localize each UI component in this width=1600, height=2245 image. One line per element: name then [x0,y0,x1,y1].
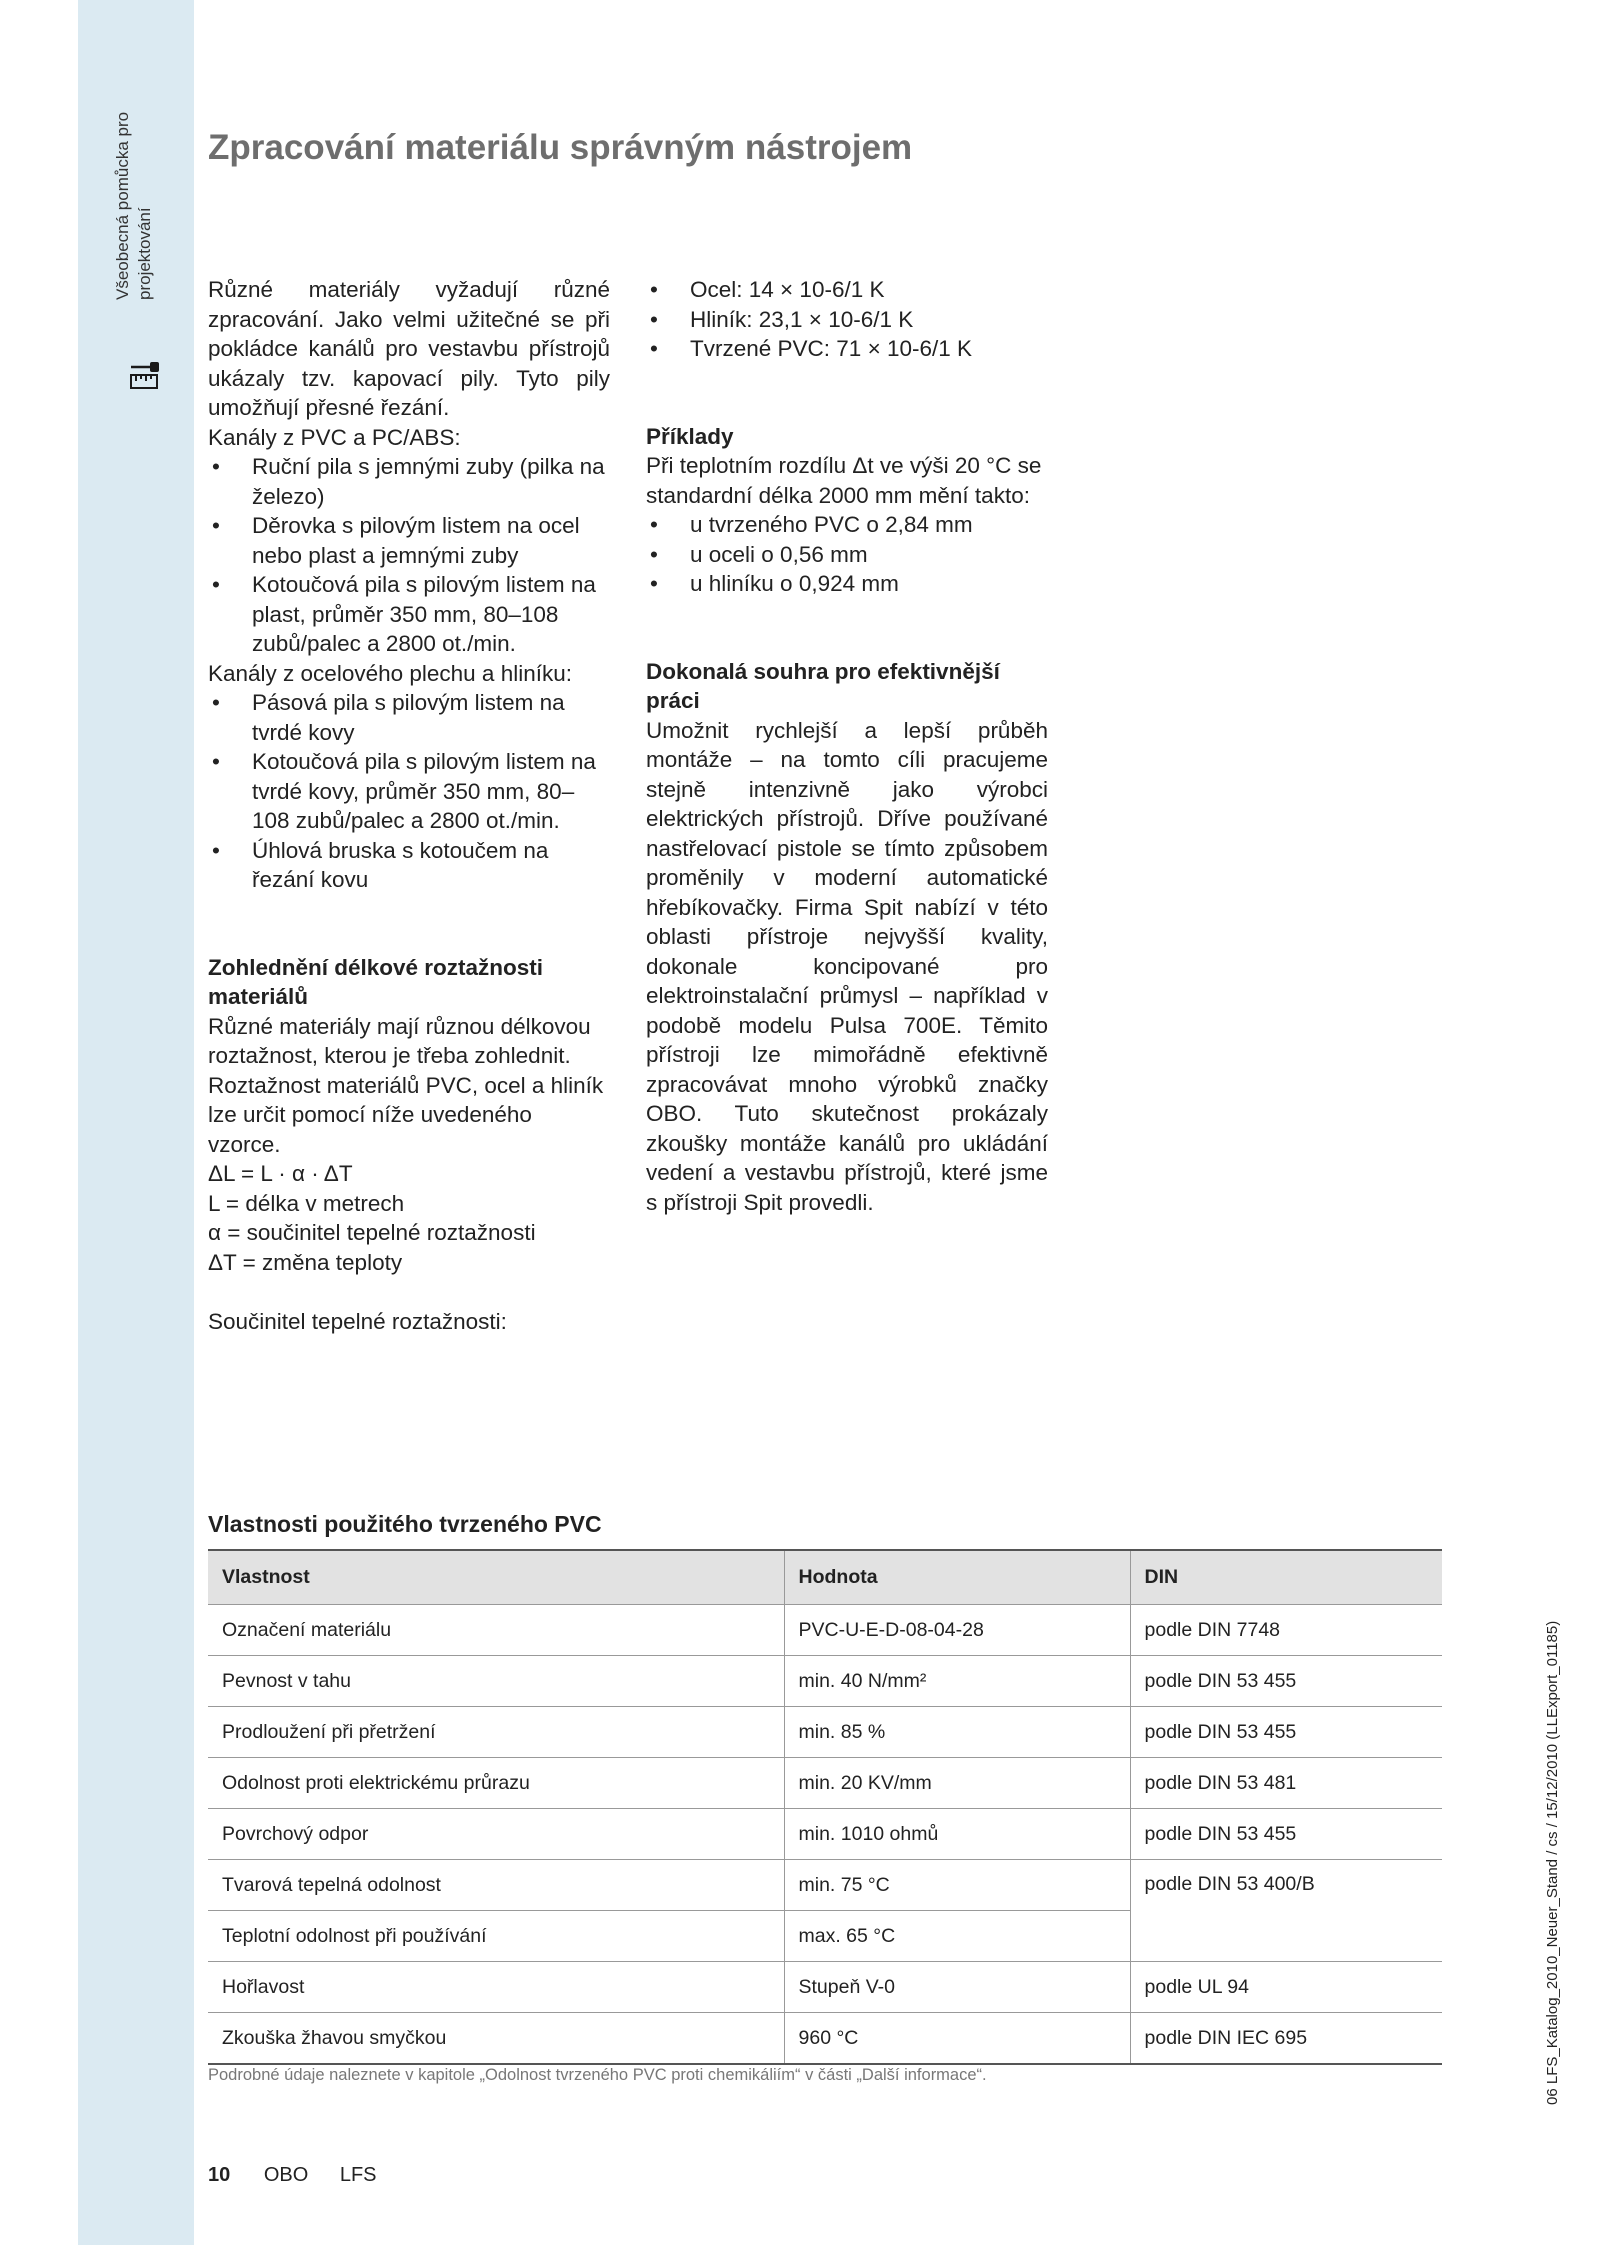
list-item: • Kotoučová pila s pilovým listem na plast, průměr 350 mm, 80–108 zubů/palec a 2800 ot./min. [208,570,610,659]
list-item: • u tvrzeného PVC o 2,84 mm [646,510,1048,540]
table-cell: min. 40 N/mm² [784,1656,1130,1707]
table-row [208,1860,1442,1911]
coefficient-list [646,275,1048,364]
table-cell: Pevnost v tahu [208,1656,784,1707]
column-left [208,275,610,1337]
list-item: • Kotoučová pila s pilovým listem na tvrdé kovy, průměr 350 mm, 80–108 zubů/palec a 2800 ot./min. [208,747,610,836]
table-row [208,1656,1442,1707]
page-title: Zpracování materiálu správným nástrojem [208,128,913,167]
table-cell: min. 75 °C [784,1860,1130,1911]
table-cell: 960 °C [784,2013,1130,2065]
table-cell: min. 85 % [784,1707,1130,1758]
list-item: • u hliníku o 0,924 mm [646,569,1048,599]
list-item: • Ocel: 14 × 10-6/1 K [646,275,1048,305]
efficiency-section-title: Dokonalá souhra pro efektivnější práci [646,658,1000,713]
table-cell: Tvarová tepelná odolnost [208,1860,784,1911]
table-caption: Vlastnosti použitého tvrzeného PVC [208,1511,602,1537]
document-export-id: 06 LFS_Katalog_2010_Neuer_Stand / cs / 15/12/2010 (LLExport_01185) [1544,1620,1561,2105]
table-footnote: Podrobné údaje naleznete v kapitole „Odolnost tvrzeného PVC proti chemikáliím“ v části „Další informace“. [208,2066,987,2084]
table-cell: Prodloužení při přetržení [208,1707,784,1758]
table-cell: podle DIN IEC 695 [1130,2013,1442,2065]
formula-definition-alpha: α = součinitel tepelné roztažnosti [208,1220,536,1245]
list-item: • Ruční pila s jemnými zuby (pilka na železo) [208,452,610,511]
table-cell: Hořlavost [208,1962,784,2013]
column-header: Hodnota [784,1550,1130,1605]
column-header: Vlastnost [208,1550,784,1605]
table-row [208,1707,1442,1758]
pvc-tools-list [208,452,610,659]
table-cell: Označení materiálu [208,1605,784,1656]
table-cell: max. 65 °C [784,1911,1130,1962]
table-cell: min. 1010 ohmů [784,1809,1130,1860]
sidebar-band [78,0,194,2245]
table-cell: podle DIN 53 455 [1130,1707,1442,1758]
list-item: • Hliník: 23,1 × 10-6/1 K [646,305,1048,335]
table-cell: Teplotní odolnost při používání [208,1911,784,1962]
examples-text: Při teplotním rozdílu Δt ve výši 20 °C se standardní délka 2000 mm mění takto: [646,453,1042,508]
table-row [208,1962,1442,2013]
table-cell: Odolnost proti elektrickému průrazu [208,1758,784,1809]
table-row [208,1809,1442,1860]
table-row [208,1758,1442,1809]
formula: ΔL = L · α · ΔT [208,1161,353,1186]
table-cell: podle UL 94 [1130,1962,1442,2013]
intro-text: Různé materiály vyžadují různé zpracování. Jako velmi užitečné se při pokládce kanálů pro vestavbu přístrojů ukázaly tzv. kapovací pily. Tyto pily umožňují přesné řezání. [208,277,610,420]
steel-channels-heading: Kanály z ocelového plechu a hliníku: [208,660,572,686]
table-cell: podle DIN 53 400/B [1130,1860,1442,1962]
footer-brand: OBO [263,2164,309,2186]
tools-icon [128,358,162,392]
pvc-properties-table [208,1549,1442,2065]
table-cell: Stupeň V-0 [784,1962,1130,2013]
examples-list [646,510,1048,599]
table-cell: Zkouška žhavou smyčkou [208,2013,784,2065]
table-cell: PVC-U-E-D-08-04-28 [784,1605,1130,1656]
expansion-section-text: Různé materiály mají různou délkovou roztažnost, kterou je třeba zohlednit. Roztažnost materiálů PVC, ocel a hliník lze určit pomocí níže uvedeného vzorce. [208,1013,604,1157]
footer-product: LFS [339,2164,377,2186]
list-item: • u oceli o 0,56 mm [646,540,1048,570]
table-cell: podle DIN 53 481 [1130,1758,1442,1809]
list-item: • Děrovka s pilovým listem na ocel nebo plast a jemnými zuby [208,511,610,570]
list-item: • Tvrzené PVC: 71 × 10-6/1 K [646,334,1048,364]
examples-title: Příklady [646,423,734,449]
table-header-row [208,1550,1442,1605]
sidebar-section-label: Všeobecná pomůcka pro projektování [113,111,154,300]
efficiency-section-text: Umožnit rychlejší a lepší průběh montáže – na tomto cíli pracujeme stejně intenzivně jako výrobci elektrických přístrojů. Dříve používané nastřelovací pistole se tímto způsobem proměnily v moderní automatické hřebíkovačky. Firma Spit nabízí v této oblasti přístroje nejvyšší kvality, dokonale koncipované pro elektroinstalační průmysl – například v podobě modelu Pulsa 700E. Těmito přístroji lze mimořádně efektivně zpracovávat mnoho výrobků značky OBO. Tuto skutečnost prokázaly zkoušky montáže kanálů pro ukládání vedení a vestavbu přístrojů, které jsme s přístroji Spit provedli. [646,717,1048,1215]
steel-tools-list [208,688,610,895]
table-cell: podle DIN 7748 [1130,1605,1442,1656]
coefficient-label: Součinitel tepelné roztažnosti: [208,1309,507,1334]
table-cell: Povrchový odpor [208,1809,784,1860]
list-item: • Úhlová bruska s kotoučem na řezání kovu [208,836,610,895]
table-cell: podle DIN 53 455 [1130,1656,1442,1707]
expansion-section-title: Zohlednění délkové roztažnosti materiálů [208,954,544,1009]
column-right [646,275,1048,1217]
pvc-channels-heading: Kanály z PVC a PC/ABS: [208,424,461,450]
column-header: DIN [1130,1550,1442,1605]
table-row [208,2013,1442,2065]
page-number: 10 [208,2164,231,2186]
formula-definition-l: L = délka v metrech [208,1190,405,1216]
list-item: • Pásová pila s pilovým listem na tvrdé kovy [208,688,610,747]
table-cell: min. 20 KV/mm [784,1758,1130,1809]
table-cell: podle DIN 53 455 [1130,1809,1442,1860]
table-row [208,1605,1442,1656]
page-footer [208,2164,403,2187]
formula-definition-dt: ΔT = změna teploty [208,1249,403,1275]
